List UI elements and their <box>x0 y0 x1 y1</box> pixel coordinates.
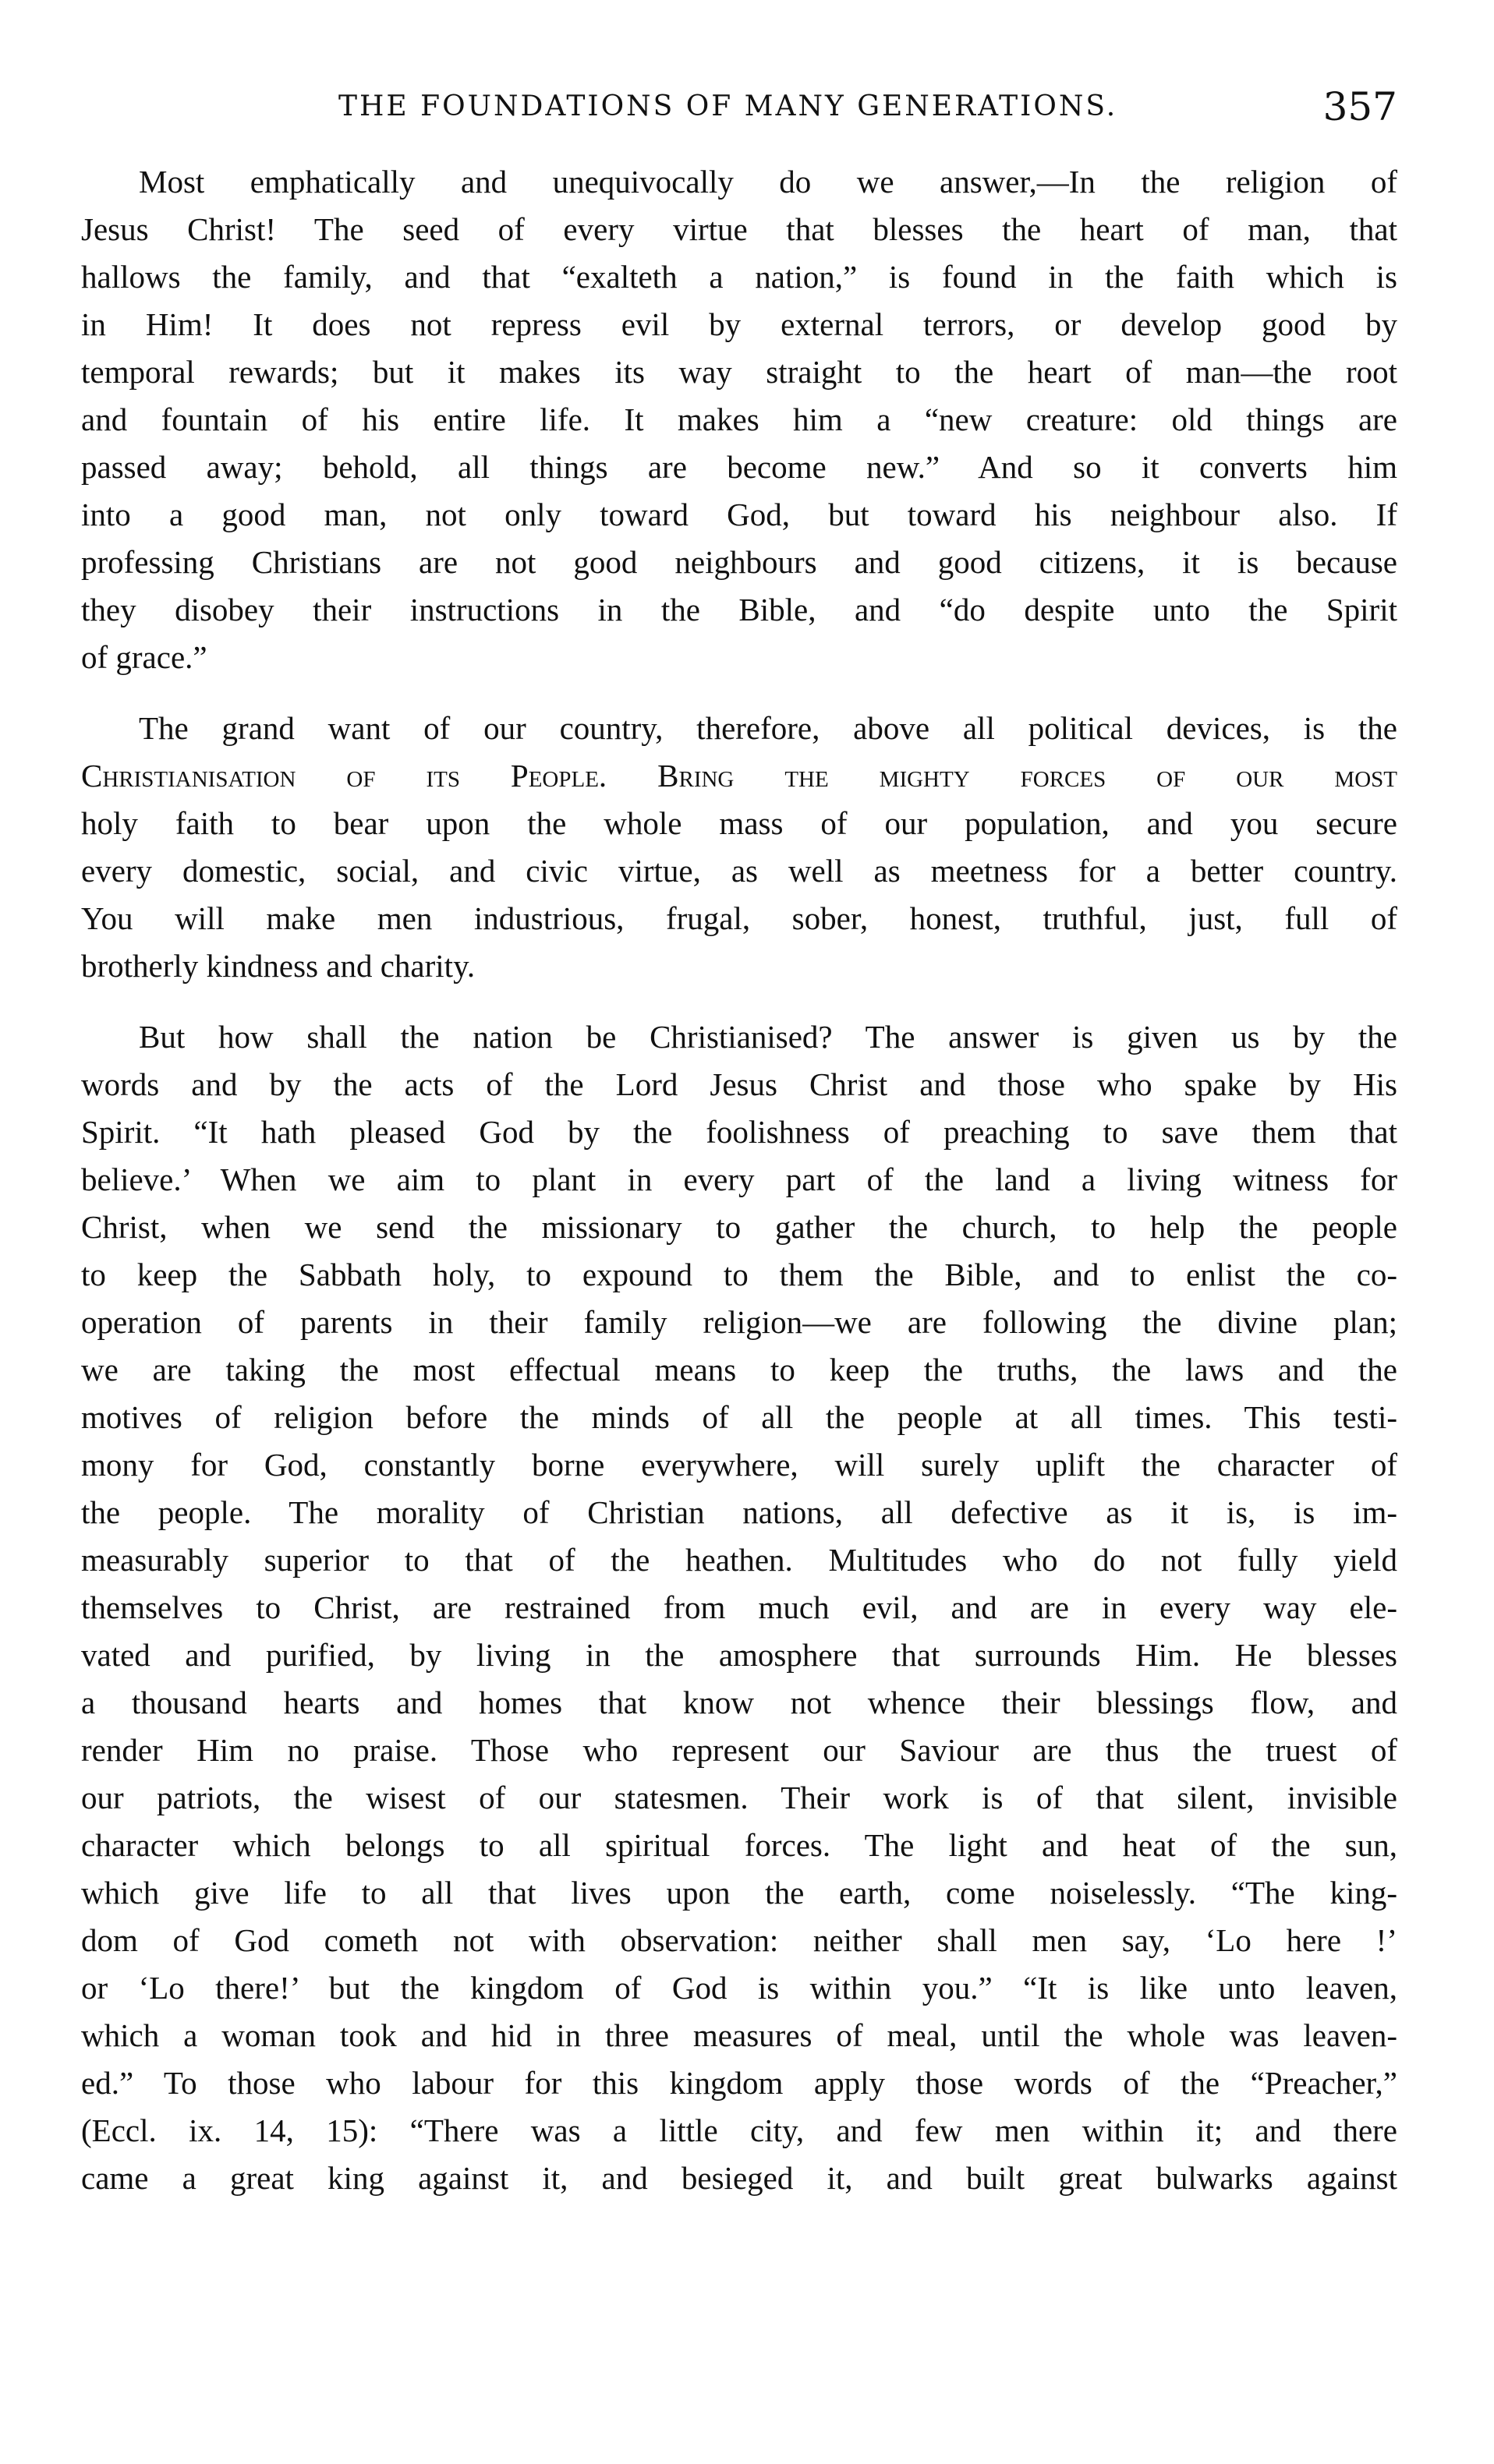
paragraph-gap <box>81 681 1397 705</box>
text-line: of grace.” <box>81 639 207 675</box>
text-line: mony for God, constantly borne everywhere, will surely uplift the character of <box>81 1447 1397 1483</box>
running-head <box>81 84 1397 139</box>
running-title: THE FOUNDATIONS OF MANY GENERATIONS. <box>338 90 1118 122</box>
text-line: Jesus Christ! The seed of every virtue that blesses the heart of man, that <box>81 211 1397 247</box>
text-line: Spirit. “It hath pleased God by the foolishness of preaching to save them that <box>81 1114 1397 1150</box>
body-text <box>81 158 1397 2202</box>
text-line: every domestic, social, and civic virtue, as well as meetness for a better country. <box>81 853 1397 889</box>
page-number: 357 <box>1322 84 1397 129</box>
text-line: believe.’ When we aim to plant in every part of the land a living witness for <box>81 1161 1397 1197</box>
text-line: themselves to Christ, are restrained from much evil, and are in every way ele- <box>81 1589 1397 1625</box>
text-line: passed away; behold, all things are become new.” And so it converts him <box>81 449 1397 485</box>
text-line: came a great king against it, and besieged it, and built great bulwarks against <box>81 2160 1397 2196</box>
text-line: Most emphatically and unequivocally do we answer,—In the religion of <box>139 164 1397 200</box>
text-line: and fountain of his entire life. It makes him a “new creature: old things are <box>81 401 1397 437</box>
paragraph-3 <box>81 1013 1397 2202</box>
text-line: holy faith to bear upon the whole mass of our population, and you secure <box>81 805 1397 841</box>
text-line: a thousand hearts and homes that know not whence their blessings flow, and <box>81 1684 1397 1720</box>
text-line: brotherly kindness and charity. <box>81 948 476 984</box>
text-line: dom of God cometh not with observation: neither shall men say, ‘Lo here !’ <box>81 1922 1397 1958</box>
text-line: vated and purified, by living in the amosphere that surrounds Him. He blesses <box>81 1637 1397 1673</box>
text-line: motives of religion before the minds of all the people at all times. This testi- <box>81 1399 1397 1435</box>
text-line: we are taking the most effectual means to keep the truths, the laws and the <box>81 1352 1397 1388</box>
text-line: or ‘Lo there!’ but the kingdom of God is within you.” “It is like unto leaven, <box>81 1970 1397 2006</box>
text-line: to keep the Sabbath holy, to expound to them the Bible, and to enlist the co- <box>81 1257 1397 1292</box>
text-line: the people. The morality of Christian nations, all defective as it is, is im- <box>81 1494 1397 1530</box>
text-line: which give life to all that lives upon the earth, come noiselessly. “The king- <box>81 1875 1397 1911</box>
paragraph-gap <box>81 990 1397 1013</box>
text-line: they disobey their instructions in the Bible, and “do despite unto the Spirit <box>81 592 1397 627</box>
text-line: render Him no praise. Those who represent our Saviour are thus the truest of <box>81 1732 1397 1768</box>
text-line: The grand want of our country, therefore, above all political devices, is the <box>139 710 1397 746</box>
text-line: in Him! It does not repress evil by external terrors, or develop good by <box>81 306 1397 342</box>
text-line: character which belongs to all spiritual forces. The light and heat of the sun, <box>81 1827 1397 1863</box>
text-line: ed.” To those who labour for this kingdom apply those words of the “Preacher,” <box>81 2065 1397 2101</box>
text-line: words and by the acts of the Lord Jesus Christ and those who spake by His <box>81 1066 1397 1102</box>
text-line: operation of parents in their family religion—we are following the divine plan; <box>81 1304 1397 1340</box>
text-line: But how shall the nation be Christianised? The answer is given us by the <box>139 1019 1397 1055</box>
text-line: (Eccl. ix. 14, 15): “There was a little city, and few men within it; and there <box>81 2112 1397 2148</box>
text-line: into a good man, not only toward God, but toward his neighbour also. If <box>81 497 1397 532</box>
text-line: Christ, when we send the missionary to gather the church, to help the people <box>81 1209 1397 1245</box>
text-line: which a woman took and hid in three measures of meal, until the whole was leaven- <box>81 2017 1397 2053</box>
text-line: hallows the family, and that “exalteth a nation,” is found in the faith which is <box>81 259 1397 295</box>
text-line: Christianisation of its People. Bring the mighty forces of our most <box>81 758 1397 794</box>
text-line: temporal rewards; but it makes its way straight to the heart of man—the root <box>81 354 1397 390</box>
text-line: measurably superior to that of the heathen. Multitudes who do not fully yield <box>81 1542 1397 1578</box>
text-line: professing Christians are not good neighbours and good citizens, it is because <box>81 544 1397 580</box>
paragraph-2 <box>81 705 1397 990</box>
text-line: You will make men industrious, frugal, sober, honest, truthful, just, full of <box>81 900 1397 936</box>
text-line: our patriots, the wisest of our statesmen. Their work is of that silent, invisible <box>81 1780 1397 1815</box>
paragraph-1 <box>81 158 1397 681</box>
